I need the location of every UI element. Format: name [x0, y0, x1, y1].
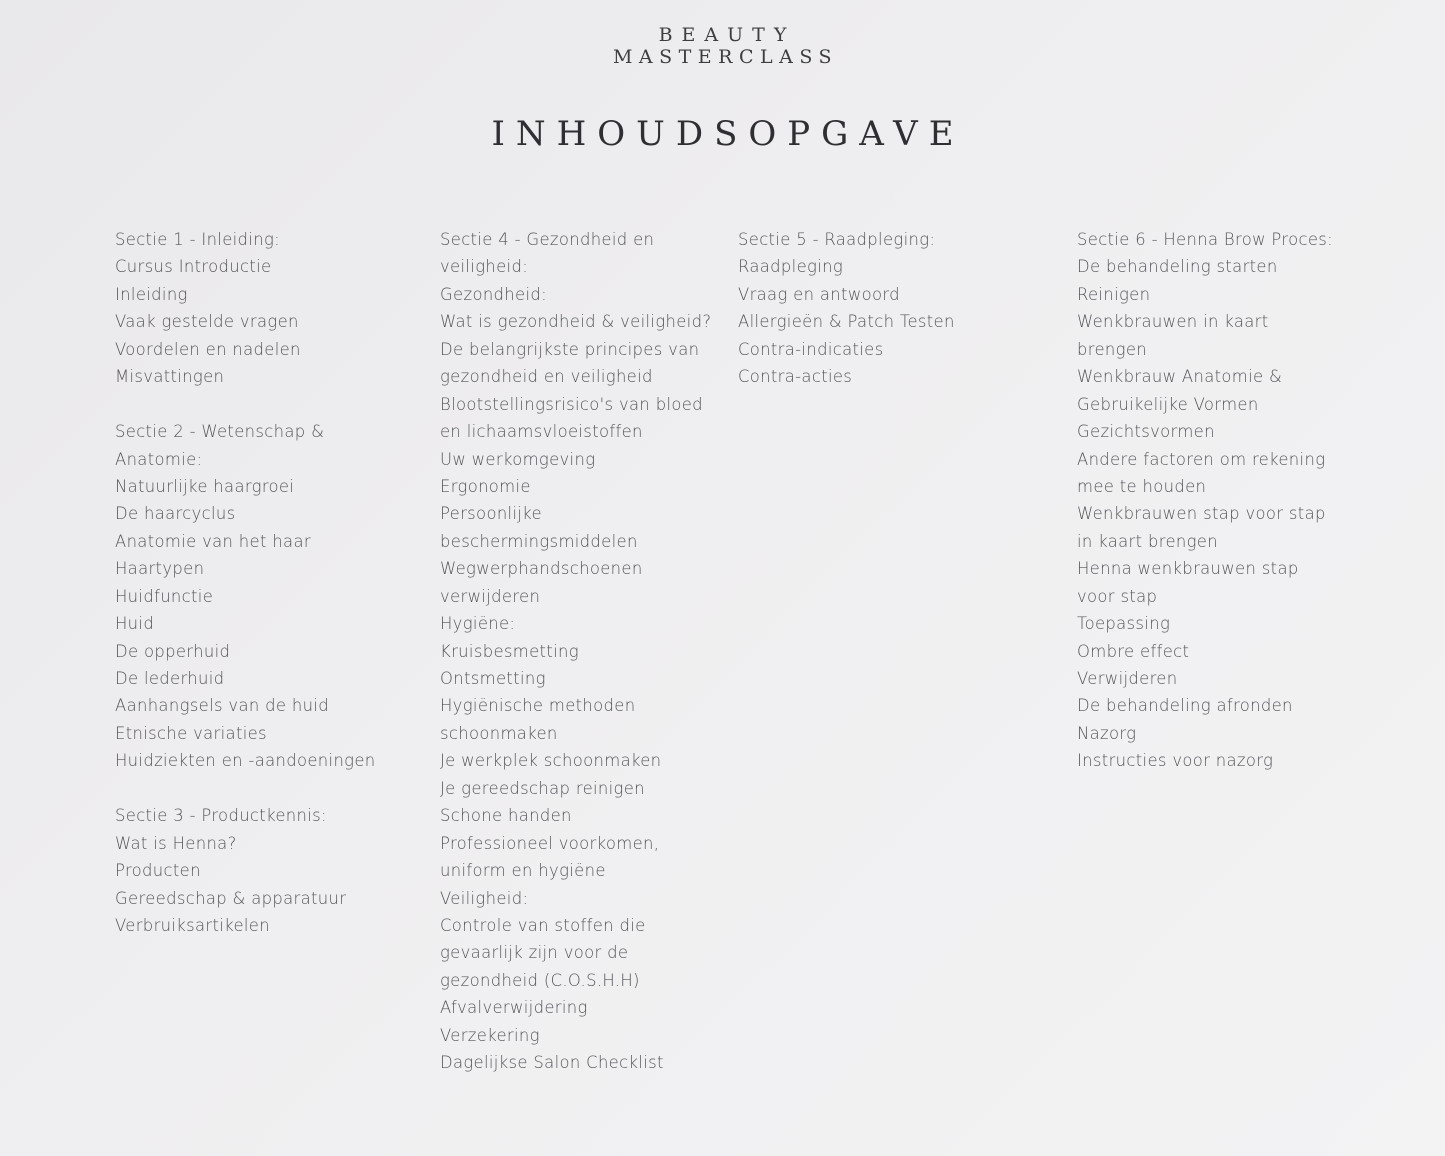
toc-column-1	[115, 226, 415, 939]
section-spacer	[115, 391, 415, 418]
toc-entry: Blootstellingsrisico's van bloed	[440, 394, 703, 414]
toc-entry: Wat is gezondheid & veiligheid?	[440, 312, 712, 332]
toc-entry: schoonmaken	[440, 723, 558, 743]
toc-column-4	[1077, 226, 1377, 775]
section-heading: Sectie 5 - Raadpleging:	[738, 230, 936, 249]
toc-entry: De haarcyclus	[115, 504, 236, 524]
toc-entry: Toepassing	[1077, 614, 1171, 634]
toc-entry: Andere factoren om rekening	[1077, 449, 1326, 469]
toc-entry: en lichaamsvloeistoffen	[440, 422, 643, 442]
section-heading: Sectie 2 - Wetenschap &	[115, 422, 325, 442]
toc-entry: Afvalverwijdering	[440, 998, 588, 1018]
toc-entry: Vraag en antwoord	[738, 284, 900, 304]
toc-entry: Wat is Henna?	[115, 833, 237, 853]
section-heading: Sectie 3 - Productkennis:	[115, 806, 327, 826]
toc-entry: Vaak gestelde vragen	[115, 312, 299, 332]
toc-entry: voor stap	[1077, 586, 1158, 606]
toc-entry: Wenkbrauwen in kaart	[1077, 312, 1269, 332]
toc-entry: gevaarlijk zijn voor de	[440, 943, 629, 963]
toc-entry: Je werkplek schoonmaken	[440, 751, 662, 771]
toc-entry: Dagelijkse Salon Checklist	[440, 1053, 664, 1073]
toc-entry: Cursus Introductie	[115, 257, 272, 277]
toc-entry: De opperhuid	[115, 641, 231, 661]
toc-entry: Wegwerphandschoenen	[440, 559, 643, 579]
toc-entry: brengen	[1077, 339, 1148, 359]
toc-entry: gezondheid (C.O.S.H.H)	[440, 970, 640, 990]
toc-entry: in kaart brengen	[1077, 531, 1218, 551]
toc-entry: Gebruikelijke Vormen	[1077, 394, 1259, 414]
toc-entry: Contra-acties	[738, 367, 853, 387]
brand-line-2: MASTERCLASS	[612, 46, 839, 68]
page-title: INHOUDSOPGAVE	[491, 114, 965, 154]
toc-entry: Natuurlijke haargroei	[115, 476, 295, 496]
toc-entry: Wenkbrauwen stap voor stap	[1077, 504, 1326, 524]
toc-entry: Contra-indicaties	[738, 339, 884, 359]
toc-entry: mee te houden	[1077, 476, 1207, 496]
toc-entry: Voordelen en nadelen	[115, 339, 301, 359]
toc-entry: Gereedschap & apparatuur	[115, 888, 347, 908]
toc-entry: De belangrijkste principes van	[440, 339, 700, 359]
toc-entry: Huidziekten en -aandoeningen	[115, 751, 376, 771]
toc-entry: Je gereedschap reinigen	[440, 778, 645, 798]
toc-entry: Reinigen	[1077, 284, 1151, 304]
toc-column-2	[440, 226, 720, 1077]
toc-entry: De lederhuid	[115, 669, 225, 688]
toc-entry: Huidfunctie	[115, 586, 214, 606]
toc-entry: veiligheid:	[440, 257, 529, 277]
section-spacer	[115, 775, 415, 802]
toc-entry: Anatomie:	[115, 449, 203, 469]
toc-entry: Schone handen	[440, 806, 572, 826]
toc-entry: Gezondheid:	[440, 284, 548, 304]
toc-entry: Wenkbrauw Anatomie &	[1077, 367, 1283, 387]
toc-entry: beschermingsmiddelen	[440, 531, 638, 551]
toc-entry: Haartypen	[115, 559, 205, 579]
toc-entry: Producten	[115, 861, 201, 881]
toc-entry: Uw werkomgeving	[440, 449, 596, 469]
section-heading: Sectie 6 - Henna Brow Proces:	[1077, 230, 1334, 249]
toc-entry: Gezichtsvormen	[1077, 422, 1215, 442]
toc-entry: Persoonlijke	[440, 504, 542, 524]
toc-entry: Verzekering	[440, 1025, 540, 1045]
toc-column-3	[738, 226, 1038, 391]
toc-entry: Verbruiksartikelen	[115, 915, 270, 935]
toc-entry: Controle van stoffen die	[440, 915, 646, 935]
toc-entry: Nazorg	[1077, 723, 1137, 743]
brand-line-1: BEAUTY	[658, 24, 796, 46]
toc-entry: Henna wenkbrauwen stap	[1077, 559, 1299, 579]
toc-entry: Allergieën & Patch Testen	[738, 312, 955, 332]
toc-entry: Ergonomie	[440, 476, 531, 496]
section-heading: Sectie 4 - Gezondheid en	[440, 230, 655, 249]
toc-entry: Professioneel voorkomen,	[440, 833, 660, 853]
toc-entry: Anatomie van het haar	[115, 531, 311, 551]
toc-entry: Verwijderen	[1077, 669, 1178, 688]
toc-entry: uniform en hygiëne	[440, 861, 606, 881]
toc-entry: Kruisbesmetting	[440, 641, 579, 661]
toc-entry: Etnische variaties	[115, 723, 267, 743]
toc-entry: De behandeling afronden	[1077, 696, 1293, 716]
toc-entry: Ombre effect	[1077, 641, 1190, 661]
toc-entry: De behandeling starten	[1077, 257, 1278, 277]
toc-entry: Huid	[115, 614, 155, 634]
toc-entry: Raadpleging	[738, 257, 844, 277]
toc-entry: Inleiding	[115, 284, 188, 304]
section-heading: Sectie 1 - Inleiding:	[115, 230, 281, 249]
brand-logo	[0, 24, 1445, 68]
toc-entry: Ontsmetting	[440, 669, 546, 688]
toc-entry: Aanhangsels van de huid	[115, 696, 330, 716]
toc-entry: Misvattingen	[115, 367, 225, 387]
toc-entry: verwijderen	[440, 586, 541, 606]
toc-entry: Veiligheid:	[440, 888, 529, 908]
toc-entry: Instructies voor nazorg	[1077, 751, 1274, 771]
toc-entry: Hygiënische methoden	[440, 696, 636, 716]
toc-entry: gezondheid en veiligheid	[440, 367, 653, 387]
toc-entry: Hygiëne:	[440, 614, 516, 634]
